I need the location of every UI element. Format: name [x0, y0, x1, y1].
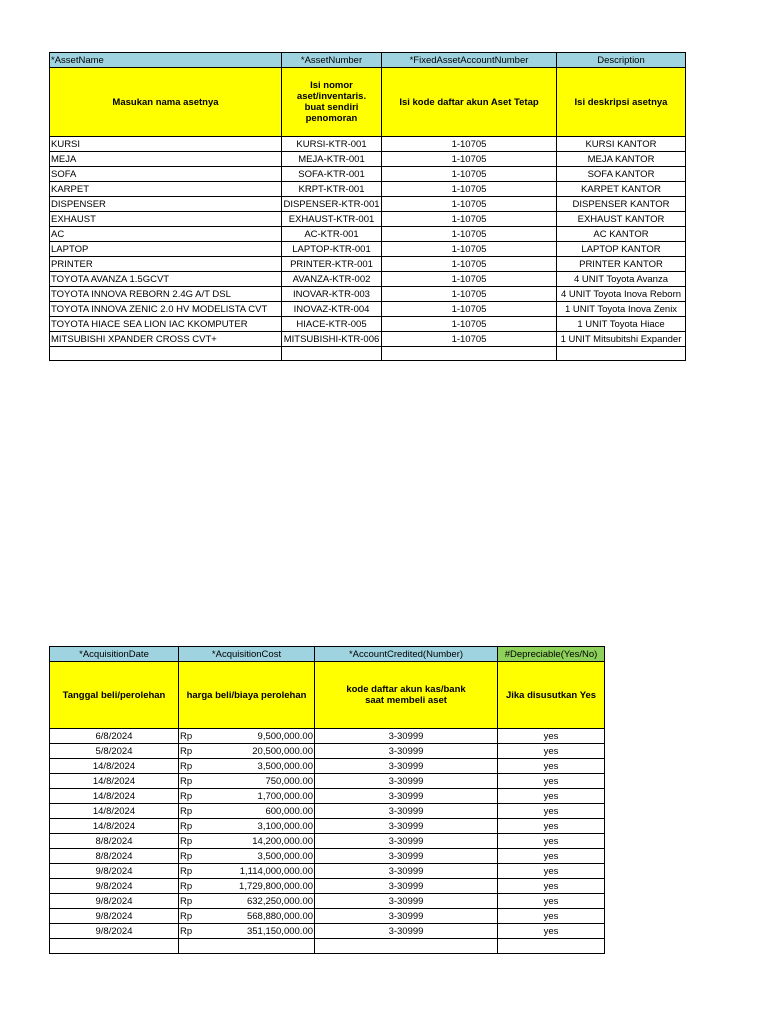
currency-cell[interactable]: Rp: [179, 789, 200, 804]
table-cell[interactable]: 1-10705: [382, 197, 557, 212]
depreciable-cell[interactable]: yes: [498, 849, 605, 864]
depreciable-cell[interactable]: yes: [498, 774, 605, 789]
table-cell[interactable]: 1 UNIT Mitsubitshi Expander: [557, 332, 686, 347]
table-row: [50, 347, 686, 361]
table-cell[interactable]: [282, 347, 382, 361]
account-cell[interactable]: 3-30999: [315, 909, 498, 924]
table-cell[interactable]: [557, 347, 686, 361]
table-row: [50, 774, 605, 789]
currency-cell[interactable]: Rp: [179, 894, 200, 909]
table-row: [50, 789, 605, 804]
currency-cell[interactable]: Rp: [179, 849, 200, 864]
table-cell[interactable]: 1-10705: [382, 257, 557, 272]
currency-cell[interactable]: Rp: [179, 774, 200, 789]
cost-cell[interactable]: 1,700,000.00: [200, 789, 315, 804]
table-row: [50, 879, 605, 894]
table-cell[interactable]: LAPTOP-KTR-001: [282, 242, 382, 257]
column-hint[interactable]: kode daftar akun kas/bank saat membeli aset: [315, 662, 498, 729]
acquisition-hint-row: [50, 662, 605, 729]
column-hint[interactable]: Isi nomor aset/inventaris. buat sendiri penomoran: [282, 68, 382, 137]
table-cell[interactable]: MEJA KANTOR: [557, 152, 686, 167]
table-cell[interactable]: DISPENSER: [50, 197, 282, 212]
table-row: [50, 317, 686, 332]
account-cell[interactable]: 3-30999: [315, 834, 498, 849]
depreciable-cell[interactable]: yes: [498, 864, 605, 879]
table-cell[interactable]: [50, 347, 282, 361]
table-cell[interactable]: 1-10705: [382, 167, 557, 182]
table-row: [50, 167, 686, 182]
table-row: [50, 759, 605, 774]
date-cell[interactable]: 14/8/2024: [50, 819, 179, 834]
acquisition-header-row: [50, 647, 605, 662]
account-cell[interactable]: 3-30999: [315, 744, 498, 759]
currency-cell[interactable]: Rp: [179, 744, 200, 759]
date-cell[interactable]: 9/8/2024: [50, 894, 179, 909]
cost-cell[interactable]: 750,000.00: [200, 774, 315, 789]
column-header[interactable]: *AcquisitionCost: [179, 647, 315, 662]
table-row: [50, 939, 605, 954]
table-cell[interactable]: 1-10705: [382, 152, 557, 167]
cost-cell[interactable]: 351,150,000.00: [200, 924, 315, 939]
table-row: [50, 864, 605, 879]
date-cell[interactable]: [50, 939, 179, 954]
column-header[interactable]: #Depreciable(Yes/No): [498, 647, 605, 662]
cost-cell[interactable]: 20,500,000.00: [200, 744, 315, 759]
table-cell[interactable]: TOYOTA HIACE SEA LION IAC KKOMPUTER: [50, 317, 282, 332]
table-cell[interactable]: EXHAUST KANTOR: [557, 212, 686, 227]
currency-cell[interactable]: Rp: [179, 864, 200, 879]
date-cell[interactable]: 9/8/2024: [50, 879, 179, 894]
table-cell[interactable]: KARPET: [50, 182, 282, 197]
table-row: [50, 924, 605, 939]
table-row: [50, 894, 605, 909]
cost-cell[interactable]: 600,000.00: [200, 804, 315, 819]
currency-cell[interactable]: Rp: [179, 729, 200, 744]
account-cell[interactable]: [315, 939, 498, 954]
table-cell[interactable]: SOFA-KTR-001: [282, 167, 382, 182]
currency-cell[interactable]: Rp: [179, 924, 200, 939]
table-row: [50, 834, 605, 849]
table-row: [50, 819, 605, 834]
cost-cell[interactable]: 14,200,000.00: [200, 834, 315, 849]
table-cell[interactable]: 1-10705: [382, 302, 557, 317]
table-cell[interactable]: PRINTER KANTOR: [557, 257, 686, 272]
table-cell[interactable]: KURSI: [50, 137, 282, 152]
account-cell[interactable]: 3-30999: [315, 924, 498, 939]
table-cell[interactable]: EXHAUST-KTR-001: [282, 212, 382, 227]
table-row: [50, 227, 686, 242]
currency-cell[interactable]: Rp: [179, 909, 200, 924]
depreciable-cell[interactable]: yes: [498, 804, 605, 819]
date-cell[interactable]: 14/8/2024: [50, 774, 179, 789]
table-cell[interactable]: MITSUBISHI XPANDER CROSS CVT+: [50, 332, 282, 347]
date-cell[interactable]: 6/8/2024: [50, 729, 179, 744]
cost-cell[interactable]: [200, 939, 315, 954]
table-cell[interactable]: 1-10705: [382, 212, 557, 227]
table-cell[interactable]: 4 UNIT Toyota Inova Reborn: [557, 287, 686, 302]
cost-cell[interactable]: 568,880,000.00: [200, 909, 315, 924]
column-hint[interactable]: Tanggal beli/perolehan: [50, 662, 179, 729]
cost-cell[interactable]: 632,250,000.00: [200, 894, 315, 909]
date-cell[interactable]: 9/8/2024: [50, 864, 179, 879]
assets-table: [49, 52, 686, 361]
column-hint[interactable]: Isi kode daftar akun Aset Tetap: [382, 68, 557, 137]
depreciable-cell[interactable]: yes: [498, 894, 605, 909]
table-cell[interactable]: 1-10705: [382, 332, 557, 347]
table-row: [50, 744, 605, 759]
account-cell[interactable]: 3-30999: [315, 759, 498, 774]
table-cell[interactable]: MEJA-KTR-001: [282, 152, 382, 167]
date-cell[interactable]: 14/8/2024: [50, 804, 179, 819]
table-cell[interactable]: DISPENSER KANTOR: [557, 197, 686, 212]
date-cell[interactable]: 14/8/2024: [50, 759, 179, 774]
cost-cell[interactable]: 3,500,000.00: [200, 759, 315, 774]
date-cell[interactable]: 9/8/2024: [50, 924, 179, 939]
assets-header-row: [50, 53, 686, 68]
column-header[interactable]: *AssetName: [50, 53, 282, 68]
column-hint[interactable]: harga beli/biaya perolehan: [179, 662, 315, 729]
table-cell[interactable]: 1 UNIT Toyota Hiace: [557, 317, 686, 332]
table-cell[interactable]: HIACE-KTR-005: [282, 317, 382, 332]
table-row: [50, 729, 605, 744]
depreciable-cell[interactable]: yes: [498, 834, 605, 849]
table-cell[interactable]: KARPET KANTOR: [557, 182, 686, 197]
table-cell[interactable]: AC: [50, 227, 282, 242]
table-cell[interactable]: PRINTER: [50, 257, 282, 272]
table-cell[interactable]: 1 UNIT Toyota Inova Zenix: [557, 302, 686, 317]
table-cell[interactable]: AVANZA-KTR-002: [282, 272, 382, 287]
table-cell[interactable]: SOFA: [50, 167, 282, 182]
cost-cell[interactable]: 3,100,000.00: [200, 819, 315, 834]
table-cell[interactable]: INOVAR-KTR-003: [282, 287, 382, 302]
cost-cell[interactable]: 9,500,000.00: [200, 729, 315, 744]
table-cell[interactable]: 1-10705: [382, 317, 557, 332]
table-cell[interactable]: KRPT-KTR-001: [282, 182, 382, 197]
table-cell[interactable]: 1-10705: [382, 182, 557, 197]
currency-cell[interactable]: Rp: [179, 804, 200, 819]
table-row: [50, 287, 686, 302]
column-header[interactable]: *AcquisitionDate: [50, 647, 179, 662]
table-row: [50, 272, 686, 287]
depreciable-cell[interactable]: [498, 939, 605, 954]
table-row: [50, 137, 686, 152]
account-cell[interactable]: 3-30999: [315, 849, 498, 864]
assets-hint-row: [50, 68, 686, 137]
date-cell[interactable]: 9/8/2024: [50, 909, 179, 924]
column-header[interactable]: *FixedAssetAccountNumber: [382, 53, 557, 68]
depreciable-cell[interactable]: yes: [498, 909, 605, 924]
table-cell[interactable]: TOYOTA INNOVA REBORN 2.4G A/T DSL: [50, 287, 282, 302]
table-cell[interactable]: AC-KTR-001: [282, 227, 382, 242]
table-cell[interactable]: 1-10705: [382, 227, 557, 242]
table-cell[interactable]: PRINTER-KTR-001: [282, 257, 382, 272]
table-row: [50, 849, 605, 864]
depreciable-cell[interactable]: yes: [498, 789, 605, 804]
table-cell[interactable]: 1-10705: [382, 287, 557, 302]
cost-cell[interactable]: 3,500,000.00: [200, 849, 315, 864]
table-row: [50, 242, 686, 257]
date-cell[interactable]: 8/8/2024: [50, 834, 179, 849]
table-cell[interactable]: EXHAUST: [50, 212, 282, 227]
table-row: [50, 257, 686, 272]
currency-cell[interactable]: [179, 939, 200, 954]
column-hint[interactable]: Isi deskripsi asetnya: [557, 68, 686, 137]
depreciable-cell[interactable]: yes: [498, 744, 605, 759]
table-row: [50, 804, 605, 819]
table-cell[interactable]: 1-10705: [382, 242, 557, 257]
account-cell[interactable]: 3-30999: [315, 879, 498, 894]
account-cell[interactable]: 3-30999: [315, 864, 498, 879]
table-cell[interactable]: DISPENSER-KTR-001: [283, 198, 380, 210]
column-header[interactable]: *AccountCredited(Number): [315, 647, 498, 662]
date-cell[interactable]: 5/8/2024: [50, 744, 179, 759]
date-cell[interactable]: 8/8/2024: [50, 849, 179, 864]
currency-cell[interactable]: Rp: [179, 759, 200, 774]
table-row: [50, 182, 686, 197]
table-cell[interactable]: LAPTOP KANTOR: [557, 242, 686, 257]
table-cell[interactable]: KURSI-KTR-001: [282, 137, 382, 152]
depreciable-cell[interactable]: yes: [498, 879, 605, 894]
table-cell[interactable]: TOYOTA INNOVA ZENIC 2.0 HV MODELISTA CVT: [50, 302, 282, 317]
table-row: [50, 332, 686, 347]
table-cell[interactable]: MITSUBISHI-KTR-006: [282, 332, 382, 347]
acquisition-table: [49, 646, 605, 954]
depreciable-cell[interactable]: yes: [498, 729, 605, 744]
table-cell[interactable]: TOYOTA AVANZA 1.5GCVT: [50, 272, 282, 287]
depreciable-cell[interactable]: yes: [498, 819, 605, 834]
date-cell[interactable]: 14/8/2024: [50, 789, 179, 804]
table-row: [50, 212, 686, 227]
depreciable-cell[interactable]: yes: [498, 759, 605, 774]
table-cell[interactable]: INOVAZ-KTR-004: [282, 302, 382, 317]
currency-cell[interactable]: Rp: [179, 834, 200, 849]
table-cell[interactable]: 1-10705: [382, 272, 557, 287]
table-cell[interactable]: 1-10705: [382, 137, 557, 152]
account-cell[interactable]: 3-30999: [315, 789, 498, 804]
account-cell[interactable]: 3-30999: [315, 729, 498, 744]
column-hint[interactable]: Jika disusutkan Yes: [498, 662, 605, 729]
table-cell[interactable]: MEJA: [50, 152, 282, 167]
table-cell[interactable]: 4 UNIT Toyota Avanza: [557, 272, 686, 287]
depreciable-cell[interactable]: yes: [498, 924, 605, 939]
table-cell[interactable]: LAPTOP: [50, 242, 282, 257]
account-cell[interactable]: 3-30999: [315, 819, 498, 834]
table-row: [50, 197, 686, 212]
table-cell[interactable]: AC KANTOR: [557, 227, 686, 242]
table-row: [50, 302, 686, 317]
account-cell[interactable]: 3-30999: [315, 804, 498, 819]
column-hint[interactable]: Masukan nama asetnya: [50, 68, 282, 137]
table-cell[interactable]: KURSI KANTOR: [557, 137, 686, 152]
currency-cell[interactable]: Rp: [179, 819, 200, 834]
table-cell[interactable]: SOFA KANTOR: [557, 167, 686, 182]
column-header[interactable]: *AssetNumber: [282, 53, 382, 68]
currency-cell[interactable]: Rp: [179, 879, 200, 894]
table-row: [50, 152, 686, 167]
account-cell[interactable]: 3-30999: [315, 774, 498, 789]
column-header[interactable]: Description: [557, 53, 686, 68]
account-cell[interactable]: 3-30999: [315, 894, 498, 909]
cost-cell[interactable]: 1,114,000,000.00: [200, 864, 315, 879]
table-cell[interactable]: [382, 347, 557, 361]
cost-cell[interactable]: 1,729,800,000.00: [200, 879, 315, 894]
table-row: [50, 909, 605, 924]
